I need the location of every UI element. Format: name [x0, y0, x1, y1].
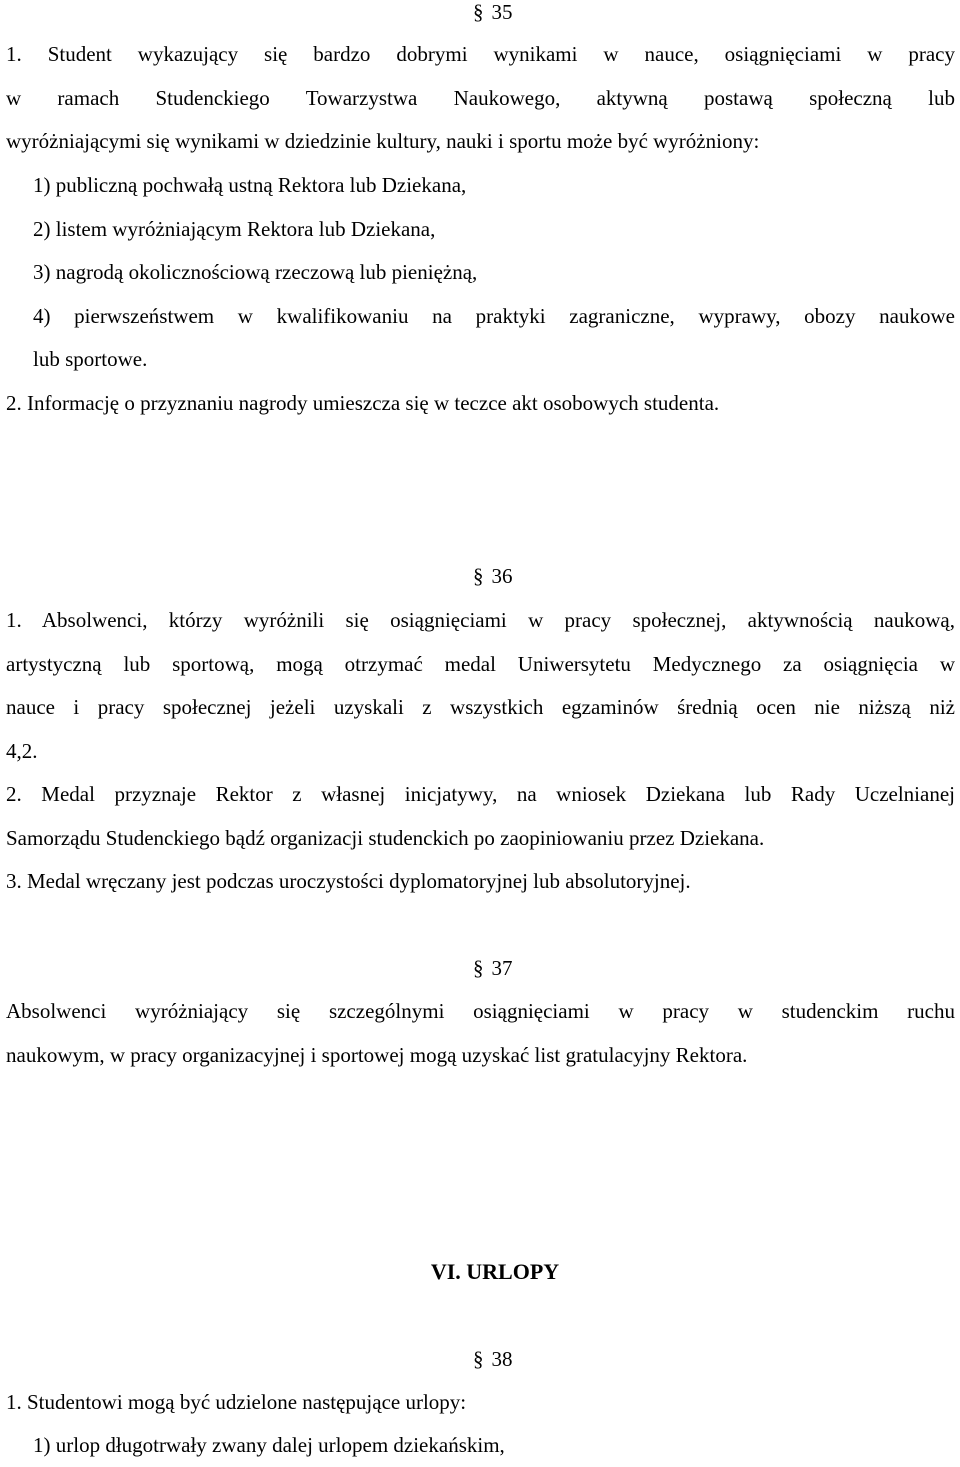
paragraph-line: 1. Absolwenci, którzy wyróżnili się osiągnięciami w pracy społecznej, aktywnością naukową, — [6, 608, 955, 632]
paragraph-line: 2. Informację o przyznaniu nagrody umieszcza się w teczce akt osobowych studenta. — [6, 391, 720, 415]
paragraph-line: naukowym, w pracy organizacyjnej i sportowej mogą uzyskać list gratulacyjny Rektora. — [6, 1043, 748, 1067]
paragraph-line: w ramach Studenckiego Towarzystwa Naukowego, aktywną postawą społeczną lub — [6, 86, 955, 110]
section-heading-38 — [473, 1344, 513, 1374]
section-number: 37 — [491, 956, 513, 980]
section-number: 36 — [491, 564, 513, 588]
paragraph-line: Samorządu Studenckiego bądź organizacji studenckich po zaopiniowaniu przez Dziekana. — [6, 826, 765, 850]
section-symbol: § — [473, 0, 484, 24]
section-heading-37 — [473, 953, 513, 983]
section-number: 38 — [491, 1347, 513, 1371]
list-item: 3) nagrodą okolicznościową rzeczową lub pieniężną, — [33, 260, 478, 284]
paragraph-line: wyróżniającymi się wynikami w dziedzinie kultury, nauki i sportu może być wyróżniony: — [6, 129, 760, 153]
section-heading-35 — [473, 0, 513, 27]
list-item: 2) listem wyróżniającym Rektora lub Dziekana, — [33, 217, 436, 241]
paragraph-line: Absolwenci wyróżniający się szczególnymi osiągnięciami w pracy w studenckim ruchu — [6, 999, 955, 1023]
chapter-title: VI. URLOPY — [430, 1259, 560, 1284]
paragraph-line: 4,2. — [6, 739, 38, 763]
paragraph-line: artystyczną lub sportową, mogą otrzymać medal Uniwersytetu Medycznego za osiągnięcia w — [6, 652, 955, 676]
paragraph-line: nauce i pracy społecznej jeżeli uzyskali z wszystkich egzaminów średnią ocen nie niższą niż — [6, 695, 955, 719]
paragraph-line: 1. Studentowi mogą być udzielone następujące urlopy: — [6, 1390, 467, 1414]
list-item: 4) pierwszeństwem w kwalifikowaniu na praktyki zagraniczne, wyprawy, obozy naukowe — [33, 304, 955, 328]
section-symbol: § — [473, 1347, 484, 1371]
list-item: 1) urlop długotrwały zwany dalej urlopem dziekańskim, — [33, 1433, 505, 1457]
section-symbol: § — [473, 956, 484, 980]
paragraph-line: 2. Medal przyznaje Rektor z własnej inicjatywy, na wniosek Dziekana lub Rady Uczelnianej — [6, 782, 955, 806]
section-symbol: § — [473, 564, 484, 588]
list-item: lub sportowe. — [33, 347, 148, 371]
paragraph-line: 1. Student wykazujący się bardzo dobrymi wynikami w nauce, osiągnięciami w pracy — [6, 42, 955, 66]
paragraph-line: 3. Medal wręczany jest podczas uroczystości dyplomatoryjnej lub absolutoryjnej. — [6, 869, 691, 893]
section-heading-36 — [473, 561, 513, 591]
section-number: 35 — [491, 0, 513, 24]
list-item: 1) publiczną pochwałą ustną Rektora lub Dziekana, — [33, 173, 467, 197]
